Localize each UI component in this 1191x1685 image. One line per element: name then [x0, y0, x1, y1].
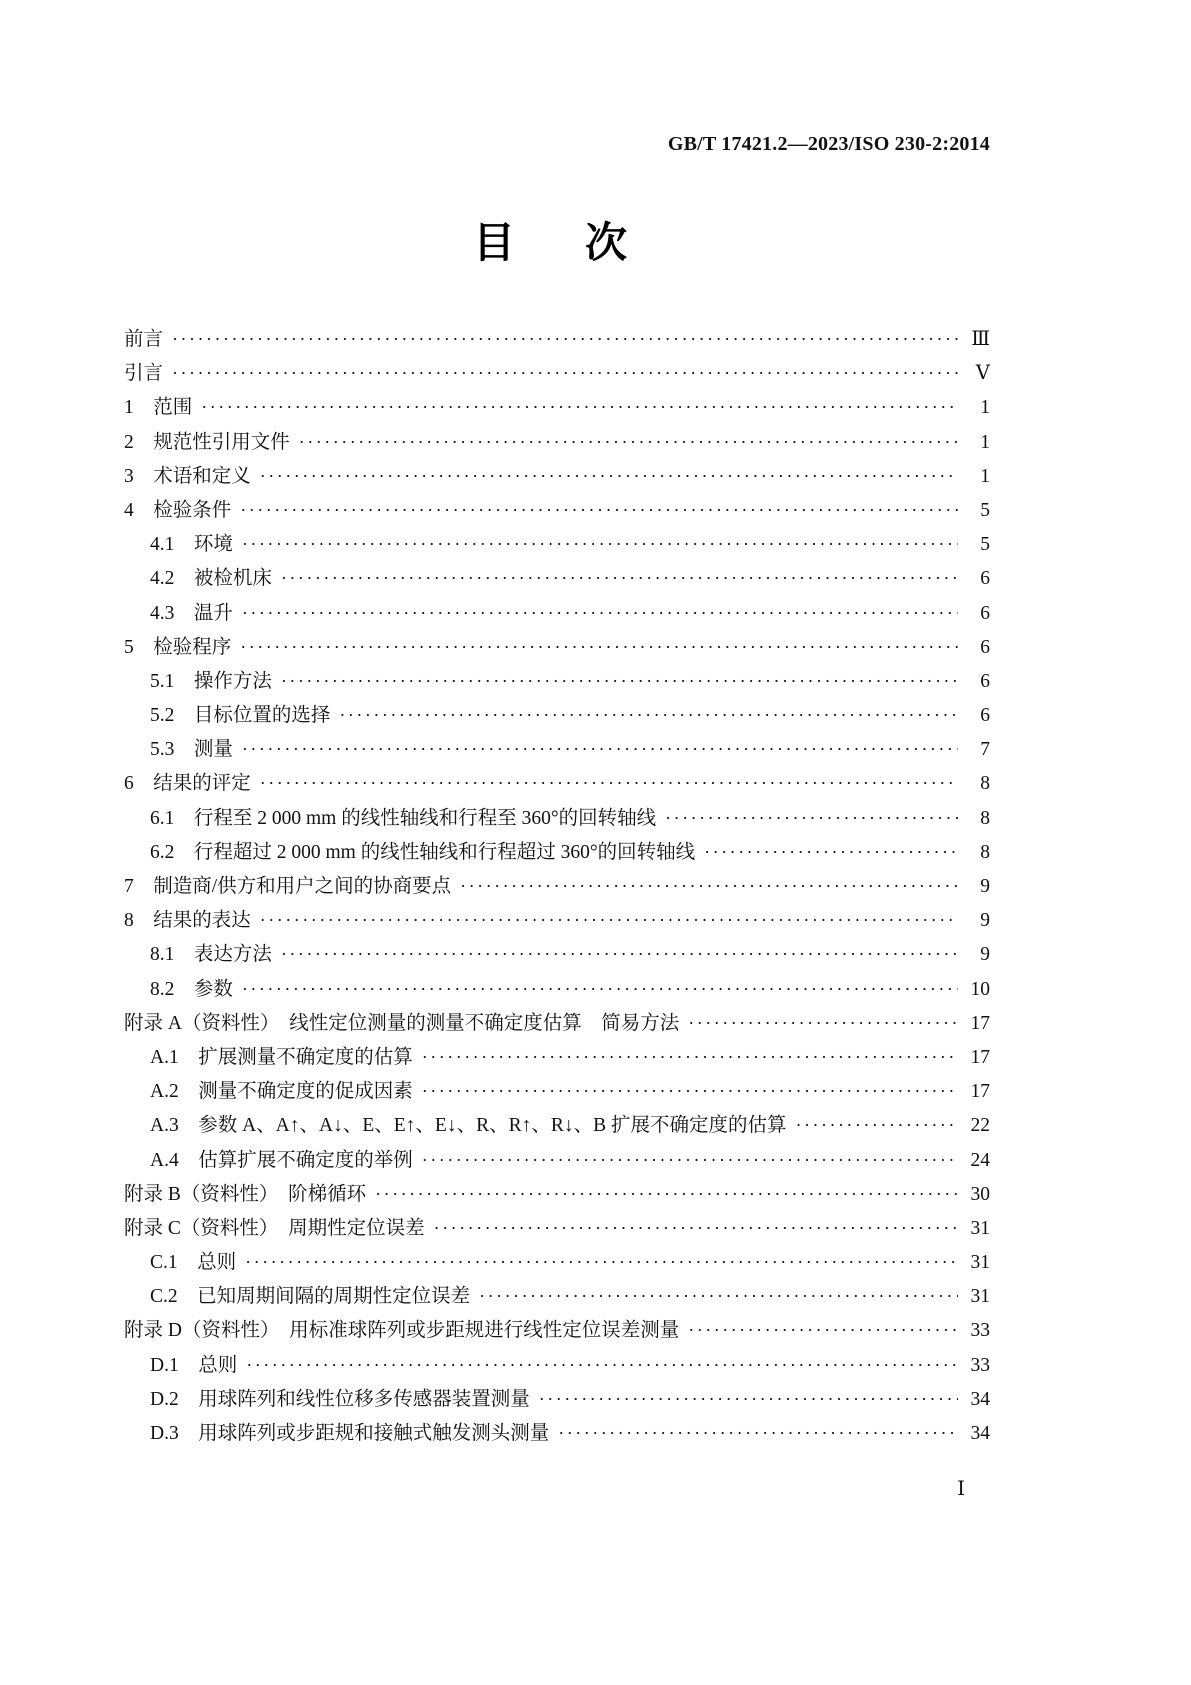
toc-entry-label: 8.1 表达方法: [150, 944, 272, 966]
dot-leader: [201, 390, 958, 425]
toc-entry: [124, 1143, 990, 1177]
toc-entry: [124, 1279, 990, 1313]
toc-entry-page: 10: [970, 978, 990, 1000]
toc-entry-label: 4.3 温升: [150, 602, 233, 624]
dot-leader: [260, 459, 958, 494]
toc-entry: [124, 1108, 990, 1142]
toc-entry-label: D.1 总则: [150, 1354, 238, 1376]
dot-leader: [422, 1040, 958, 1075]
toc-entry-label: 5.2 目标位置的选择: [150, 705, 331, 727]
toc-entry-page: 9: [980, 910, 990, 932]
toc-entry-label: 引言: [124, 363, 164, 385]
dot-leader: [795, 1108, 958, 1143]
toc-entry-label: A.3 参数 A、A↑、A↓、E、E↑、E↓、R、R↑、R↓、B 扩展不确定度的估算: [150, 1115, 787, 1137]
toc-entry-page: 34: [970, 1423, 990, 1444]
toc-entry-page: 5: [980, 499, 990, 521]
toc-entry-label: D.2 用球阵列和线性位移多传感器装置测量: [150, 1388, 530, 1410]
dot-leader: [688, 1313, 958, 1348]
toc-entry-page: 31: [970, 1252, 990, 1274]
toc-entry: [124, 972, 990, 1006]
dot-leader: [434, 1211, 958, 1246]
dot-leader: [281, 937, 958, 972]
toc-entry: [124, 1074, 990, 1108]
toc-entry-label: 前言: [124, 329, 164, 350]
toc-entry-label: A.1 扩展测量不确定度的估算: [150, 1046, 413, 1068]
toc-entry-label: 附录 C（资料性） 周期性定位误差: [124, 1217, 425, 1239]
dot-leader: [665, 801, 958, 836]
dot-leader: [260, 766, 958, 801]
dot-leader: [704, 835, 958, 870]
toc-entry: [124, 322, 990, 356]
dot-leader: [281, 664, 958, 699]
dot-leader: [422, 1074, 958, 1109]
dot-leader: [172, 356, 958, 391]
toc-entry: [124, 732, 990, 766]
dot-leader: [688, 1006, 958, 1041]
toc-entry-page: 17: [970, 1046, 990, 1068]
dot-leader: [242, 732, 958, 767]
dot-leader: [281, 561, 958, 596]
toc-entry-page: 9: [980, 876, 990, 897]
toc-entry: [124, 937, 990, 971]
toc-entry-label: A.2 测量不确定度的促成因素: [150, 1081, 413, 1103]
toc-entry-page: 6: [980, 568, 990, 590]
toc-entry-page: 30: [970, 1183, 990, 1205]
toc-entry-label: 附录 D（资料性） 用标准球阵列或步距规进行线性定位误差测量: [124, 1320, 680, 1342]
toc-entry-page: 34: [970, 1388, 990, 1410]
toc-entry: [124, 459, 990, 493]
toc-entry-page: 31: [970, 1217, 990, 1239]
page-content: [124, 0, 990, 1450]
toc-entry-page: Ⅴ: [975, 363, 990, 385]
toc-entry-page: Ⅲ: [971, 329, 990, 350]
dot-leader: [260, 903, 958, 938]
toc-entry-page: 1: [980, 465, 990, 487]
toc-entry-label: 6.2 行程超过 2 000 mm 的线性轴线和行程超过 360°的回转轴线: [150, 841, 696, 863]
toc-entry-label: 6 结果的评定: [124, 773, 251, 795]
toc-entry-label: 1 范围: [124, 397, 193, 419]
toc-entry-label: 4 检验条件: [124, 499, 232, 521]
dot-leader: [242, 596, 958, 631]
dot-leader: [339, 698, 958, 733]
toc-entry-page: 22: [970, 1115, 990, 1137]
toc-entry-page: 9: [980, 944, 990, 966]
toc-entry-label: 5.1 操作方法: [150, 670, 272, 692]
toc-entry-label: C.1 总则: [150, 1252, 237, 1274]
toc-entry-page: 8: [980, 807, 990, 829]
toc-entry-page: 8: [980, 773, 990, 795]
toc-entry: [124, 766, 990, 800]
dot-leader: [479, 1279, 958, 1314]
toc-entry-page: 33: [970, 1354, 990, 1376]
toc-entry-label: 3 术语和定义: [124, 465, 251, 487]
toc-entry: [124, 664, 990, 698]
toc-entry-label: 5.3 测量: [150, 739, 233, 761]
toc-entry-page: 31: [970, 1286, 990, 1308]
toc-entry-label: 8 结果的表达: [124, 910, 251, 932]
dot-leader: [242, 972, 958, 1007]
dot-leader: [240, 630, 958, 665]
toc-entry-label: 4.1 环境: [150, 534, 233, 556]
toc-entry: [124, 596, 990, 630]
dot-leader: [539, 1382, 958, 1417]
toc-entry-page: 24: [970, 1149, 990, 1171]
toc-entry: [124, 527, 990, 561]
toc-entry-page: 6: [980, 636, 990, 658]
toc-list: [124, 322, 990, 1450]
toc-entry-page: 1: [980, 397, 990, 419]
toc-entry: [124, 1211, 990, 1245]
dot-leader: [422, 1143, 958, 1178]
toc-entry: [124, 1313, 990, 1347]
toc-entry-label: 4.2 被检机床: [150, 568, 272, 590]
toc-entry: [124, 493, 990, 527]
toc-entry: [124, 1348, 990, 1382]
toc-entry: [124, 356, 990, 390]
toc-entry-label: 2 规范性引用文件: [124, 431, 290, 453]
toc-entry-label: 6.1 行程至 2 000 mm 的线性轴线和行程至 360°的回转轴线: [150, 807, 657, 829]
toc-entry-page: 17: [970, 1081, 990, 1103]
document-number: GB/T 17421.2—2023/ISO 230-2:2014: [667, 133, 990, 155]
page-title: 目 次: [472, 218, 641, 267]
toc-entry: [124, 561, 990, 595]
toc-entry: [124, 801, 990, 835]
dot-leader: [558, 1416, 958, 1451]
toc-entry: [124, 1245, 990, 1279]
toc-entry-label: C.2 已知周期间隔的周期性定位误差: [150, 1286, 471, 1308]
toc-entry: [124, 1040, 990, 1074]
toc-entry-page: 6: [980, 602, 990, 624]
dot-leader: [245, 1245, 958, 1280]
toc-entry: [124, 1006, 990, 1040]
dot-leader: [172, 322, 958, 357]
dot-leader: [375, 1177, 958, 1212]
toc-entry-page: 8: [980, 841, 990, 863]
toc-entry: [124, 630, 990, 664]
toc-entry: [124, 869, 990, 903]
toc-entry-label: 7 制造商/供方和用户之间的协商要点: [124, 876, 452, 897]
dot-leader: [240, 493, 958, 528]
toc-entry: [124, 698, 990, 732]
toc-entry-page: 7: [980, 739, 990, 761]
toc-entry-page: 17: [970, 1012, 990, 1034]
toc-entry-label: D.3 用球阵列或步距规和接触式触发测头测量: [150, 1423, 550, 1444]
toc-entry: [124, 1382, 990, 1416]
toc-entry-page: 6: [980, 670, 990, 692]
toc-entry-label: 附录 B（资料性） 阶梯循环: [124, 1183, 367, 1205]
dot-leader: [242, 527, 958, 562]
toc-entry-page: 1: [980, 431, 990, 453]
toc-entry-label: A.4 估算扩展不确定度的举例: [150, 1149, 413, 1171]
toc-entry-label: 5 检验程序: [124, 636, 232, 658]
toc-entry: [124, 1177, 990, 1211]
toc-entry-page: 5: [980, 534, 990, 556]
toc-entry-page: 6: [980, 705, 990, 727]
toc-entry-page: 33: [970, 1320, 990, 1342]
toc-entry-label: 8.2 参数: [150, 978, 233, 1000]
dot-leader: [246, 1348, 958, 1383]
toc-entry-label: 附录 A（资料性） 线性定位测量的测量不确定度估算 简易方法: [124, 1012, 680, 1034]
toc-entry: [124, 425, 990, 459]
toc-entry: [124, 903, 990, 937]
toc-entry: [124, 1416, 990, 1450]
toc-entry: [124, 835, 990, 869]
dot-leader: [299, 425, 958, 460]
toc-entry: [124, 390, 990, 424]
dot-leader: [460, 869, 958, 904]
footer-page-number: Ⅰ: [957, 1478, 965, 1500]
